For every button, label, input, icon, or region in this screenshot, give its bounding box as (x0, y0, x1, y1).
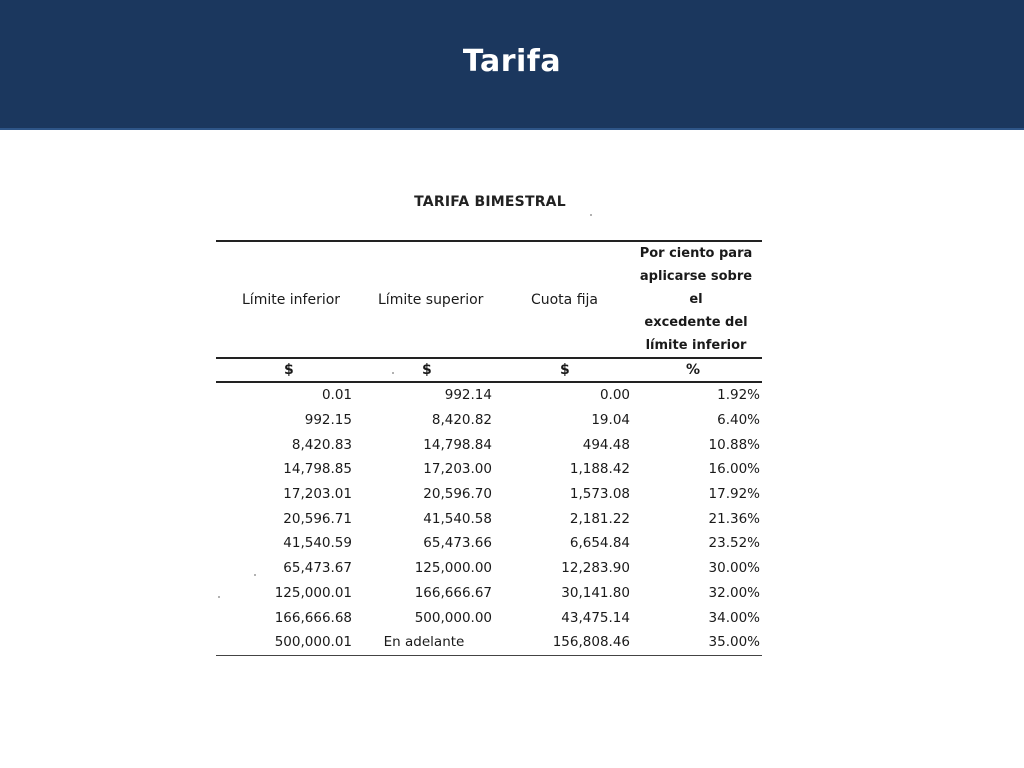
table-row (216, 432, 762, 457)
table-caption: TARIFA BIMESTRAL (414, 194, 566, 210)
header-pct-line: aplicarse sobre el (639, 269, 753, 307)
cell-limite-inferior: 166,666.68 (274, 609, 352, 626)
cell-limite-inferior: 65,473.67 (283, 560, 352, 577)
cell-limite-inferior: 41,540.59 (283, 535, 352, 552)
cell-limite-superior: 500,000.00 (414, 609, 492, 626)
cell-cuota-fija: 156,808.46 (492, 630, 630, 655)
cell-limite-superior: 8,420.82 (431, 412, 492, 429)
header-limite-superior: Límite superior (356, 241, 492, 358)
tarifa-table (216, 240, 762, 656)
cell-limite-inferior: 14,798.85 (283, 461, 352, 478)
header-pct-line: excedente del (644, 315, 748, 330)
unit-limite-inferior: $ (216, 358, 356, 382)
tarifa-table-image (216, 188, 764, 651)
cell-cuota-fija: 6,654.84 (569, 535, 630, 552)
table-row (216, 506, 762, 531)
scan-speck (218, 596, 220, 598)
scan-speck (392, 372, 394, 374)
cell-por-ciento: 10.88% (708, 436, 760, 453)
cell-por-ciento: 16.00% (708, 461, 760, 478)
unit-cuota-fija: $ (492, 358, 630, 382)
cell-cuota-fija: 494.48 (582, 436, 630, 453)
cell-limite-superior: 20,596.70 (423, 486, 492, 503)
slide-title: Tarifa (462, 44, 562, 79)
cell-por-ciento: 32.00% (708, 584, 760, 601)
cell-por-ciento: 1.92% (717, 387, 760, 404)
cell-por-ciento: 34.00% (708, 609, 760, 626)
cell-cuota-fija: 2,181.22 (569, 510, 630, 527)
unit-por-ciento: % (630, 358, 762, 382)
cell-limite-inferior: 8,420.83 (291, 436, 352, 453)
cell-cuota-fija: 1,188.42 (569, 461, 630, 478)
scan-speck (254, 574, 256, 576)
cell-limite-superior: 992.14 (444, 387, 492, 404)
cell-por-ciento: 35.00% (630, 630, 762, 655)
cell-limite-superior: 17,203.00 (423, 461, 492, 478)
cell-limite-superior: 41,540.58 (423, 510, 492, 527)
cell-limite-superior: 65,473.66 (423, 535, 492, 552)
cell-por-ciento: 17.92% (708, 486, 760, 503)
header-limite-inferior: Límite inferior (216, 241, 356, 358)
table-row (216, 630, 762, 655)
table-row (216, 457, 762, 482)
table-row (216, 605, 762, 630)
table-row (216, 482, 762, 507)
cell-limite-superior: 14,798.84 (423, 436, 492, 453)
cell-cuota-fija: 19.04 (591, 412, 630, 429)
cell-limite-inferior: 17,203.01 (283, 486, 352, 503)
cell-limite-superior: En adelante (356, 630, 492, 655)
cell-limite-superior: 125,000.00 (414, 560, 492, 577)
cell-por-ciento: 30.00% (708, 560, 760, 577)
cell-limite-inferior: 20,596.71 (283, 510, 352, 527)
title-bar (0, 0, 1024, 130)
cell-por-ciento: 23.52% (708, 535, 760, 552)
table-body (216, 382, 762, 655)
table-row (216, 531, 762, 556)
cell-cuota-fija: 1,573.08 (569, 486, 630, 503)
cell-limite-superior: 166,666.67 (414, 584, 492, 601)
table-row (216, 581, 762, 606)
header-pct-line: Por ciento para (639, 246, 753, 261)
table-row (216, 382, 762, 408)
cell-cuota-fija: 43,475.14 (561, 609, 630, 626)
cell-limite-inferior: 500,000.01 (216, 630, 356, 655)
cell-cuota-fija: 12,283.90 (561, 560, 630, 577)
cell-por-ciento: 6.40% (717, 412, 760, 429)
cell-cuota-fija: 30,141.80 (561, 584, 630, 601)
table-unit-row (216, 358, 762, 382)
header-por-ciento (630, 241, 762, 358)
cell-cuota-fija: 0.00 (599, 387, 630, 404)
header-pct-line: límite inferior (645, 338, 747, 353)
table-row (216, 556, 762, 581)
table-row (216, 408, 762, 433)
header-cuota-fija: Cuota fija (492, 241, 630, 358)
cell-limite-inferior: 125,000.01 (274, 584, 352, 601)
unit-limite-superior: $ (356, 358, 492, 382)
cell-limite-inferior: 992.15 (304, 412, 352, 429)
cell-limite-inferior: 0.01 (321, 387, 352, 404)
cell-por-ciento: 21.36% (708, 510, 760, 527)
scan-speck (590, 214, 592, 216)
table-header-row (216, 241, 762, 358)
